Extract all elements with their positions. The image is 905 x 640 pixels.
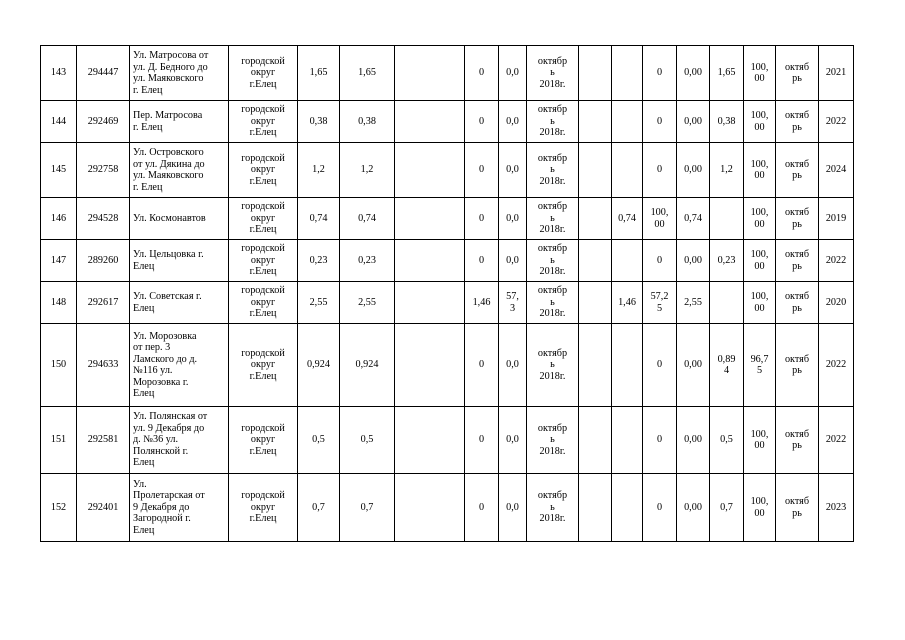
empty-cell xyxy=(579,282,612,324)
value-cell: 0 xyxy=(465,240,499,282)
value-cell: 0,00 xyxy=(677,324,710,407)
percent-cell: 0,0 xyxy=(499,407,527,474)
month-cell: октяб рь xyxy=(776,46,819,101)
table-row xyxy=(41,282,854,324)
value-cell: 1,46 xyxy=(465,282,499,324)
date-cell: октябр ь 2018г. xyxy=(527,198,579,240)
district: городской округ г.Елец xyxy=(229,282,298,324)
percent-cell: 0 xyxy=(643,46,677,101)
road-name: Ул. Цельцовка г. Елец xyxy=(130,240,229,282)
district: городской округ г.Елец xyxy=(229,324,298,407)
value-cell xyxy=(612,474,643,542)
length-cell: 0,23 xyxy=(298,240,340,282)
length-cell: 1,2 xyxy=(298,143,340,198)
table-body xyxy=(41,46,854,542)
row-number: 144 xyxy=(41,101,77,143)
length-cell: 2,55 xyxy=(298,282,340,324)
date-cell: октябр ь 2018г. xyxy=(527,240,579,282)
value-cell: 0,74 xyxy=(677,198,710,240)
empty-cell xyxy=(579,101,612,143)
table-row xyxy=(41,143,854,198)
length-total-cell: 2,55 xyxy=(340,282,395,324)
length-cell: 1,65 xyxy=(298,46,340,101)
percent-cell: 0 xyxy=(643,324,677,407)
length-total-cell: 0,7 xyxy=(340,474,395,542)
road-name: Ул. Космонавтов xyxy=(130,198,229,240)
value-cell: 2,55 xyxy=(677,282,710,324)
value-cell: 0,38 xyxy=(710,101,744,143)
percent-cell: 100, 00 xyxy=(744,46,776,101)
road-id: 292469 xyxy=(77,101,130,143)
percent-cell: 96,7 5 xyxy=(744,324,776,407)
date-cell: октябр ь 2018г. xyxy=(527,282,579,324)
row-number: 145 xyxy=(41,143,77,198)
percent-cell: 100, 00 xyxy=(744,198,776,240)
percent-cell: 0 xyxy=(643,407,677,474)
length-cell: 0,7 xyxy=(298,474,340,542)
percent-cell: 100, 00 xyxy=(744,474,776,542)
value-cell xyxy=(612,101,643,143)
empty-cell xyxy=(395,101,465,143)
road-name: Ул. Советская г. Елец xyxy=(130,282,229,324)
district: городской округ г.Елец xyxy=(229,46,298,101)
percent-cell: 0,0 xyxy=(499,198,527,240)
value-cell: 0 xyxy=(465,198,499,240)
roads-table xyxy=(40,45,854,542)
value-cell xyxy=(612,46,643,101)
row-number: 147 xyxy=(41,240,77,282)
empty-cell xyxy=(395,143,465,198)
road-id: 294528 xyxy=(77,198,130,240)
road-name: Ул. Полянская от ул. 9 Декабря до д. №36 ул. Полянской г. Елец xyxy=(130,407,229,474)
year-cell: 2022 xyxy=(819,407,854,474)
month-cell: октяб рь xyxy=(776,324,819,407)
year-cell: 2020 xyxy=(819,282,854,324)
road-id: 292401 xyxy=(77,474,130,542)
date-cell: октябр ь 2018г. xyxy=(527,407,579,474)
length-total-cell: 0,74 xyxy=(340,198,395,240)
year-cell: 2021 xyxy=(819,46,854,101)
row-number: 146 xyxy=(41,198,77,240)
empty-cell xyxy=(395,324,465,407)
value-cell: 0,5 xyxy=(710,407,744,474)
value-cell: 0,23 xyxy=(710,240,744,282)
month-cell: октяб рь xyxy=(776,474,819,542)
value-cell: 0,89 4 xyxy=(710,324,744,407)
value-cell: 0,00 xyxy=(677,143,710,198)
empty-cell xyxy=(579,46,612,101)
date-cell: октябр ь 2018г. xyxy=(527,324,579,407)
year-cell: 2022 xyxy=(819,240,854,282)
length-total-cell: 0,924 xyxy=(340,324,395,407)
value-cell: 0,74 xyxy=(612,198,643,240)
table-row xyxy=(41,240,854,282)
empty-cell xyxy=(579,198,612,240)
percent-cell: 0 xyxy=(643,101,677,143)
value-cell: 0,00 xyxy=(677,101,710,143)
empty-cell xyxy=(395,198,465,240)
district: городской округ г.Елец xyxy=(229,143,298,198)
value-cell xyxy=(612,407,643,474)
value-cell: 0,00 xyxy=(677,46,710,101)
month-cell: октяб рь xyxy=(776,282,819,324)
value-cell: 0 xyxy=(465,143,499,198)
length-cell: 0,38 xyxy=(298,101,340,143)
length-total-cell: 0,23 xyxy=(340,240,395,282)
year-cell: 2023 xyxy=(819,474,854,542)
year-cell: 2019 xyxy=(819,198,854,240)
month-cell: октяб рь xyxy=(776,407,819,474)
length-cell: 0,5 xyxy=(298,407,340,474)
percent-cell: 0,0 xyxy=(499,46,527,101)
length-cell: 0,74 xyxy=(298,198,340,240)
percent-cell: 0 xyxy=(643,143,677,198)
value-cell xyxy=(612,240,643,282)
percent-cell: 100, 00 xyxy=(744,240,776,282)
value-cell xyxy=(612,143,643,198)
value-cell: 0,00 xyxy=(677,240,710,282)
road-id: 294633 xyxy=(77,324,130,407)
value-cell: 1,46 xyxy=(612,282,643,324)
road-name: Ул. Пролетарская от 9 Декабря до Загородной г. Елец xyxy=(130,474,229,542)
year-cell: 2022 xyxy=(819,324,854,407)
percent-cell: 57, 3 xyxy=(499,282,527,324)
date-cell: октябр ь 2018г. xyxy=(527,143,579,198)
road-id: 292758 xyxy=(77,143,130,198)
table-row xyxy=(41,474,854,542)
percent-cell: 100, 00 xyxy=(744,101,776,143)
percent-cell: 0,0 xyxy=(499,240,527,282)
length-total-cell: 0,5 xyxy=(340,407,395,474)
value-cell xyxy=(710,282,744,324)
road-id: 294447 xyxy=(77,46,130,101)
empty-cell xyxy=(579,324,612,407)
value-cell: 0 xyxy=(465,324,499,407)
percent-cell: 0 xyxy=(643,240,677,282)
percent-cell: 0 xyxy=(643,474,677,542)
road-name: Пер. Матросова г. Елец xyxy=(130,101,229,143)
value-cell: 0,7 xyxy=(710,474,744,542)
date-cell: октябр ь 2018г. xyxy=(527,46,579,101)
month-cell: октяб рь xyxy=(776,143,819,198)
percent-cell: 0,0 xyxy=(499,474,527,542)
year-cell: 2022 xyxy=(819,101,854,143)
percent-cell: 0,0 xyxy=(499,143,527,198)
value-cell: 0 xyxy=(465,101,499,143)
percent-cell: 100, 00 xyxy=(744,282,776,324)
row-number: 148 xyxy=(41,282,77,324)
percent-cell: 100, 00 xyxy=(744,143,776,198)
district: городской округ г.Елец xyxy=(229,198,298,240)
table-row xyxy=(41,324,854,407)
row-number: 151 xyxy=(41,407,77,474)
district: городской округ г.Елец xyxy=(229,474,298,542)
date-cell: октябр ь 2018г. xyxy=(527,101,579,143)
road-name: Ул. Островского от ул. Дякина до ул. Маяковского г. Елец xyxy=(130,143,229,198)
value-cell xyxy=(710,198,744,240)
empty-cell xyxy=(395,474,465,542)
value-cell: 0 xyxy=(465,407,499,474)
empty-cell xyxy=(395,282,465,324)
length-total-cell: 1,65 xyxy=(340,46,395,101)
value-cell: 0 xyxy=(465,46,499,101)
month-cell: октяб рь xyxy=(776,240,819,282)
value-cell xyxy=(612,324,643,407)
row-number: 150 xyxy=(41,324,77,407)
empty-cell xyxy=(579,143,612,198)
row-number: 143 xyxy=(41,46,77,101)
length-cell: 0,924 xyxy=(298,324,340,407)
percent-cell: 100, 00 xyxy=(643,198,677,240)
district: городской округ г.Елец xyxy=(229,407,298,474)
table-row xyxy=(41,407,854,474)
district: городской округ г.Елец xyxy=(229,101,298,143)
month-cell: октяб рь xyxy=(776,198,819,240)
value-cell: 0,00 xyxy=(677,407,710,474)
year-cell: 2024 xyxy=(819,143,854,198)
road-id: 292617 xyxy=(77,282,130,324)
value-cell: 0 xyxy=(465,474,499,542)
percent-cell: 0,0 xyxy=(499,101,527,143)
empty-cell xyxy=(579,407,612,474)
table-row xyxy=(41,198,854,240)
percent-cell: 57,2 5 xyxy=(643,282,677,324)
percent-cell: 0,0 xyxy=(499,324,527,407)
table-row xyxy=(41,101,854,143)
road-name: Ул. Матросова от ул. Д. Бедного до ул. Маяковского г. Елец xyxy=(130,46,229,101)
road-name: Ул. Морозовка от пер. 3 Ламского до д. №116 ул. Морозовка г. Елец xyxy=(130,324,229,407)
empty-cell xyxy=(579,240,612,282)
road-id: 292581 xyxy=(77,407,130,474)
length-total-cell: 1,2 xyxy=(340,143,395,198)
empty-cell xyxy=(579,474,612,542)
table-row xyxy=(41,46,854,101)
empty-cell xyxy=(395,407,465,474)
empty-cell xyxy=(395,46,465,101)
value-cell: 0,00 xyxy=(677,474,710,542)
value-cell: 1,65 xyxy=(710,46,744,101)
district: городской округ г.Елец xyxy=(229,240,298,282)
month-cell: октяб рь xyxy=(776,101,819,143)
date-cell: октябр ь 2018г. xyxy=(527,474,579,542)
length-total-cell: 0,38 xyxy=(340,101,395,143)
empty-cell xyxy=(395,240,465,282)
percent-cell: 100, 00 xyxy=(744,407,776,474)
value-cell: 1,2 xyxy=(710,143,744,198)
row-number: 152 xyxy=(41,474,77,542)
road-id: 289260 xyxy=(77,240,130,282)
